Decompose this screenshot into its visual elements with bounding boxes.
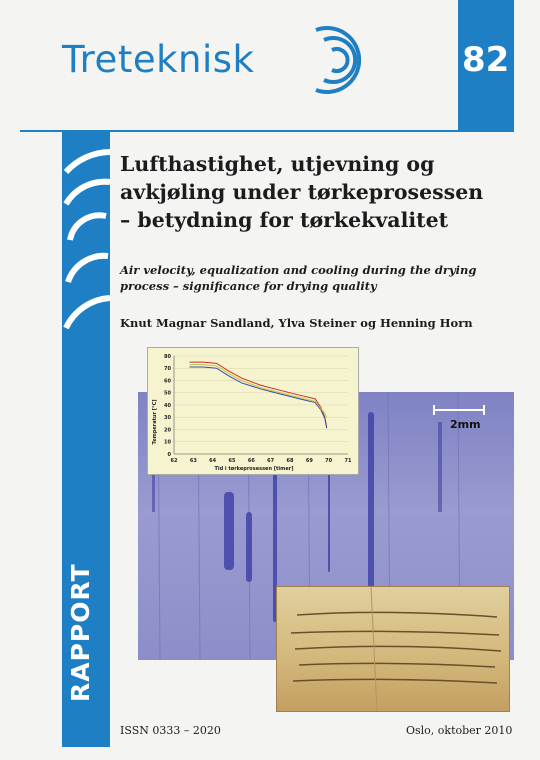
chart-ytick-label: 80 [164,353,171,360]
subtitle-line: process – significance for drying quality [120,279,377,293]
chart-xlabel: Tid i tørkeprosessen [timer] [214,466,294,472]
chart-series-line [189,365,326,418]
chart-ytick-label: 10 [164,439,171,446]
wood-cracks [277,587,509,711]
title-line: avkjøling under tørkeprosessen [120,180,484,204]
scale-label: 2mm [450,418,481,431]
scale-bar-icon [432,404,486,416]
chart-xtick-label: 68 [286,458,294,464]
wood-sample-photo [276,586,510,712]
sidebar-arcs-icon [62,132,110,362]
chart-xtick-label: 67 [267,458,275,464]
chart-ytick-label: 0 [167,451,171,458]
chart-xtick-label: 70 [325,458,333,464]
title-line: – betydning for tørkekvalitet [120,208,449,232]
chart-ytick-label: 40 [164,402,171,409]
subtitle-line: Air velocity, equalization and cooling during the drying [120,263,477,277]
chart-ytick-label: 50 [164,390,171,397]
title-line: Lufthastighet, utjevning og [120,152,435,176]
chart-series-line [189,367,326,428]
chart-xtick-label: 69 [305,458,313,464]
chart-xtick-label: 65 [228,458,236,464]
brand-logo-icon [302,20,382,100]
report-number: 82 [462,40,510,80]
authors: Knut Magnar Sandland, Ylva Steiner og Henning Horn [120,316,473,330]
chart-svg [148,348,358,474]
chart-xtick-label: 62 [170,458,178,464]
issn: ISSN 0333 – 2020 [120,724,221,737]
chart-ytick-label: 60 [164,378,171,385]
chart-xtick-label: 66 [247,458,255,464]
chart-xtick-label: 63 [189,458,197,464]
temperature-chart [147,347,359,475]
chart-xtick-label: 71 [344,458,352,464]
rapport-label: RAPPORT [66,563,95,702]
chart-ylabel: Temperatur [°C] [152,399,158,445]
chart-ytick-label: 70 [164,366,171,373]
place-date: Oslo, oktober 2010 [406,724,513,737]
brand-logo-text: Treteknisk [62,38,255,81]
chart-ytick-label: 20 [164,427,171,434]
report-title [120,150,520,234]
english-subtitle [120,262,510,294]
chart-xtick-label: 64 [209,458,217,464]
chart-ytick-label: 30 [164,415,171,422]
